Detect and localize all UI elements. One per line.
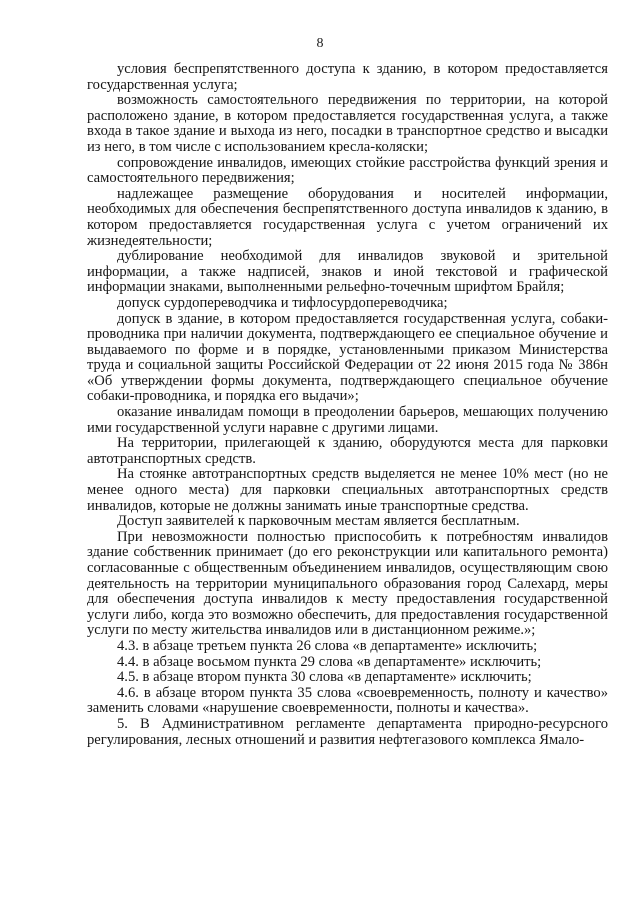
paragraph: допуск в здание, в котором предоставляется государственная услуга, собаки-проводника при наличии документа, подтверждающего ее специальное обучение и выдаваемого по форме и в порядке, установленными приказом Министерства труда и социальной защиты Российской Федерации от 22 июня 2015 года № 386н «Об утверждении формы документа, подтверждающего специальное обучение собаки-проводника, и порядка его выдачи»; — [87, 310, 608, 405]
paragraph: дублирование необходимой для инвалидов звуковой и зрительной информации, а также надписей, знаков и иной текстовой и графической информации знаками, выполненными рельефно-точечным шрифтом Брайля; — [87, 248, 608, 296]
paragraph: При невозможности полностью приспособить к потребностям инвалидов здание собственник принимает (до его реконструкции или капитального ремонта) согласованные с общественным объединением инвалидов, осуществляющим свою деятельность на территории муниципального образования город Салехард, меры для обеспечения доступа инвалидов к месту предоставления государственной услуги либо, когда это возможно обеспечить, для предоставления государственной услуги по месту жительства инвалидов или в дистанционном режиме.»; — [87, 528, 608, 639]
paragraph: 4.3. в абзаце третьем пункта 26 слова «в департаменте» исключить; — [117, 637, 538, 654]
paragraph: надлежащее размещение оборудования и носителей информации, необходимых для обеспечения беспрепятственного доступа инвалидов к зданию, в котором предоставляется государственная услуга с учетом ограничений их жизнедеятельности; — [87, 185, 608, 249]
paragraph: 4.4. в абзаце восьмом пункта 29 слова «в департаменте» исключить; — [117, 653, 542, 670]
paragraph: условия беспрепятственного доступа к зданию, в котором предоставляется государственная услуга; — [87, 61, 608, 93]
paragraph: сопровождение инвалидов, имеющих стойкие расстройства функций зрения и самостоятельного передвижения; — [87, 154, 608, 187]
paragraph: 5. В Административном регламенте департамента природно-ресурсного регулирования, лесных отношений и развития нефтегазового комплекса Ямало- — [87, 715, 608, 748]
document-body — [87, 62, 608, 748]
paragraph: На территории, прилегающей к зданию, оборудуются места для парковки автотранспортных средств. — [87, 435, 608, 467]
page-number: 8 — [316, 36, 324, 51]
paragraph: 4.5. в абзаце втором пункта 30 слова «в департаменте» исключить; — [117, 669, 532, 686]
paragraph: возможность самостоятельного передвижения по территории, на которой расположено здание, в котором предоставляется государственная услуга, а также входа в такое здание и выхода из него, посадки в транспортное средство и высадки из него, в том числе с использованием кресла-коляски; — [87, 92, 608, 155]
paragraph: допуск сурдопереводчика и тифлосурдопереводчика; — [117, 294, 448, 311]
paragraph: оказание инвалидам помощи в преодолении барьеров, мешающих получению ими государственной услуги наравне с другими лицами. — [87, 404, 608, 436]
paragraph: На стоянке автотранспортных средств выделяется не менее 10% мест (но не менее одного места) для парковки специальных автотранспортных средств инвалидов, которые не должны занимать иные транспортные средства. — [87, 466, 608, 514]
paragraph: Доступ заявителей к парковочным местам является бесплатным. — [117, 513, 520, 530]
paragraph: 4.6. в абзаце втором пункта 35 слова «своевременность, полноту и качество» заменить словами «нарушение своевременности, полноты и качества». — [87, 684, 608, 717]
